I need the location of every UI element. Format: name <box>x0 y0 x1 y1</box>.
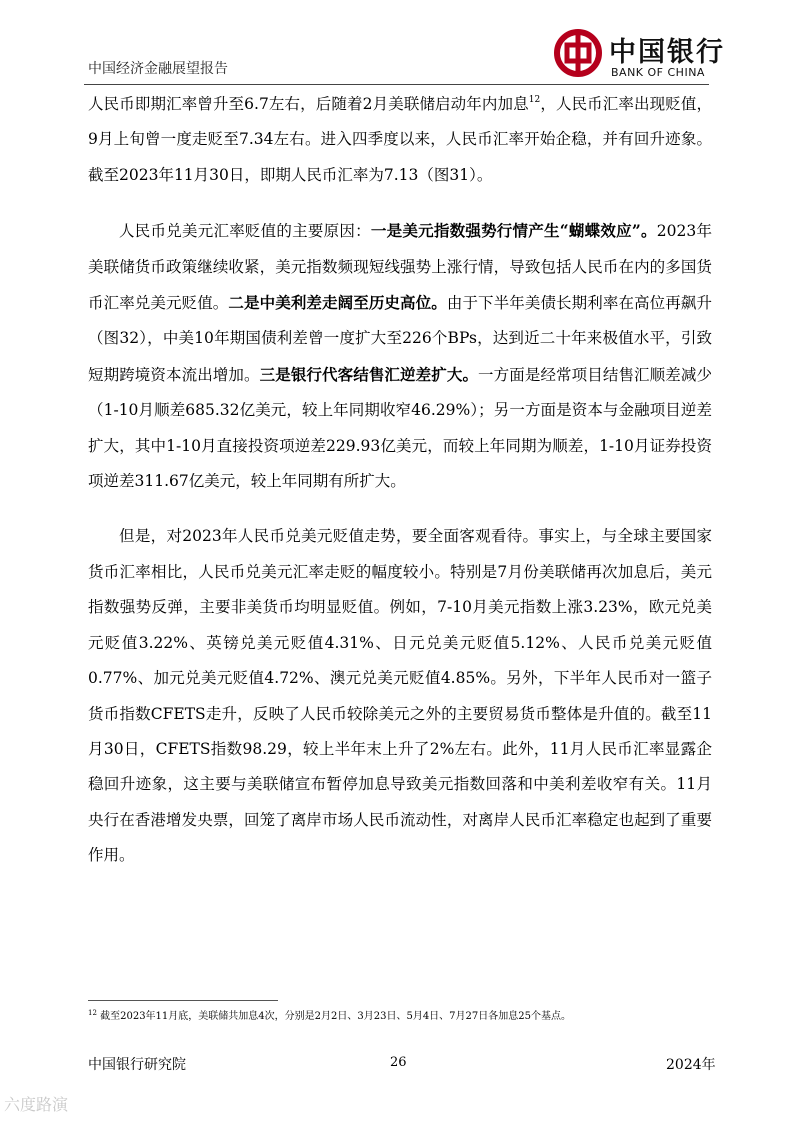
text-run: ，人民币汇率出现贬值，9月上旬曾一度走贬至7.34左右。进入四季度以来，人民币汇率开始企稳，并有回升迹象。截至2023年11月30日，即期人民币汇率为7.13（图31）。 <box>88 95 712 184</box>
footnote-ref: 12 <box>528 95 541 105</box>
bank-logo <box>553 28 723 86</box>
logo-english-name: BANK OF CHINA <box>611 66 705 79</box>
bold-text: 二是中美利差走阔至历史高位。 <box>228 293 447 313</box>
bank-of-china-emblem-icon <box>553 28 603 78</box>
paragraph <box>88 519 712 873</box>
bold-text: 三是银行代客结售汇逆差扩大。 <box>259 364 479 384</box>
watermark: 六度路演 <box>4 1095 69 1114</box>
text-run: 人民币兑美元汇率贬值的主要原因： <box>119 222 371 241</box>
report-header-title: 中国经济金融展望报告 <box>88 61 228 77</box>
text-run: 但是，对2023年人民币兑美元贬值走势，要全面客观看待。事实上，与全球主要国家货币汇率相比，人民币兑美元汇率走贬的幅度较小。特别是7月份美联储再次加息后，美元指数强势反弹，主要非美货币均明显贬值。例如，7-10月美元指数上涨3.23%，欧元兑美元贬值3.22%、英镑兑美元贬值4.31%、日元兑美元贬值5.12%、人民币兑美元贬值0.77%、加元兑美元贬值4.72%、澳元兑美元贬值4.85%。另外，下半年人民币对一篮子货币指数CFETS走升，反映了人民币较除美元之外的主要贸易货币整体是升值的。截至11月30日，CFETS指数98.29，较上半年末上升了2%左右。此外，11月人民币汇率显露企稳回升迹象，这主要与美联储宣布暂停加息导致美元指数回落和中美利差收窄有关。11月央行在香港增发央票，回笼了离岸市场人民币流动性，对离岸人民币汇率稳定也起到了重要作用。 <box>88 527 712 865</box>
paragraph <box>88 87 712 193</box>
footer-year: 2024年 <box>666 1057 716 1073</box>
text-run: 由于下半年美债长期利率在高位再飙升（图32），中美10年期国债利差曾一度扩大至226个BPs，达到近二十年来极值水平，引致短期跨境资本流出增加。 <box>88 294 712 384</box>
footnote-divider <box>88 1000 278 1001</box>
footnote <box>88 1010 728 1024</box>
body-text <box>88 87 712 874</box>
bold-text: 一是美元指数强势行情产生“蝴蝶效应”。 <box>370 221 657 241</box>
footnote-number: 12 <box>88 1009 97 1017</box>
paragraph <box>88 213 712 499</box>
text-run: 人民币即期汇率曾升至6.7左右，后随着2月美联储启动年内加息 <box>88 95 529 113</box>
page-number: 26 <box>390 1055 407 1070</box>
text-run: 2023年美联储货币政策继续收紧，美元指数频现短线强势上涨行情，导致包括人民币在内的多国货币汇率兑美元贬值。 <box>88 222 712 313</box>
header-divider <box>84 84 709 85</box>
text-run: 一方面是经常项目结售汇顺差减少（1-10月顺差685.32亿美元，较上年同期收窄46.29%）；另一方面是资本与金融项目逆差扩大，其中1-10月直接投资项逆差229.93亿美元，而较上年同期为顺差，1-10月证券投资项逆差311.67亿美元，较上年同期有所扩大。 <box>88 365 712 491</box>
footer-institute: 中国银行研究院 <box>88 1057 186 1073</box>
logo-chinese-name: 中国银行 <box>609 37 725 68</box>
footnote-text: 截至2023年11月底，美联储共加息4次，分别是2月2日、3月23日、5月4日、7月27日各加息25个基点。 <box>100 1011 571 1022</box>
